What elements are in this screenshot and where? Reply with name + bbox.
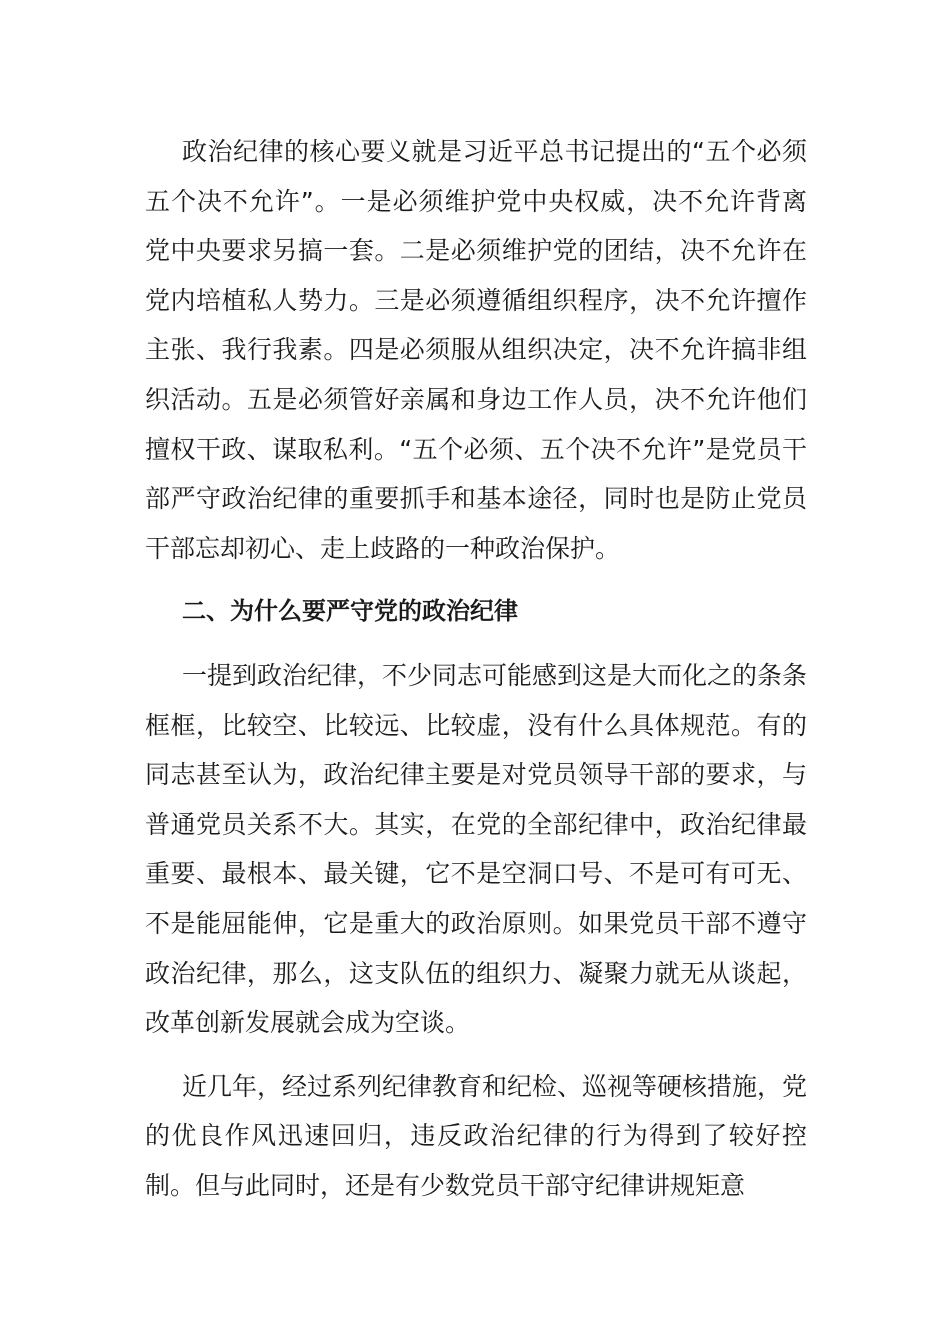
paragraph-recent-years: 近几年，经过系列纪律教育和纪检、巡视等硬核措施，党的优良作风迅速回归，违反政治纪律的行为得到了较好控制。但与此同时，还是有少数党员干部守纪律讲规矩意 [145,1071,808,1200]
document-body [145,127,807,1224]
paragraph-political-discipline-core: 政治纪律的核心要义就是习近平总书记提出的“五个必须五个决不允许”。一是必须维护党中央权威，决不允许背离党中央要求另搞一套。二是必须维护党的团结，决不允许在党内培植私人势力。三是必须遵循组织程序，决不允许擅作主张、我行我素。四是必须服从组织决定，决不允许搞非组织活动。五是必须管好亲属和身边工作人员，决不允许他们擅权干政、谋取私利。“五个必须、五个决不允许”是党员干部严守政治纪律的重要抓手和基本途径，同时也是防止党员干部忘却初心、走上歧路的一种政治保护。 [145,137,807,563]
section-heading: 二、为什么要严守党的政治纪律 [182,597,518,626]
paragraph-why-discipline: 一提到政治纪律，不少同志可能感到这是大而化之的条条框框，比较空、比较远、比较虚，没有什么具体规范。有的同志甚至认为，政治纪律主要是对党员领导干部的要求，与普通党员关系不大。其实，在党的全部纪律中，政治纪律最重要、最根本、最关键，它不是空洞口号、不是可有可无、不是能屈能伸，它是重大的政治原则。如果党员干部不遵守政治纪律，那么，这支队伍的组织力、凝聚力就无从谈起，改革创新发展就会成为空谈。 [145,660,808,1038]
